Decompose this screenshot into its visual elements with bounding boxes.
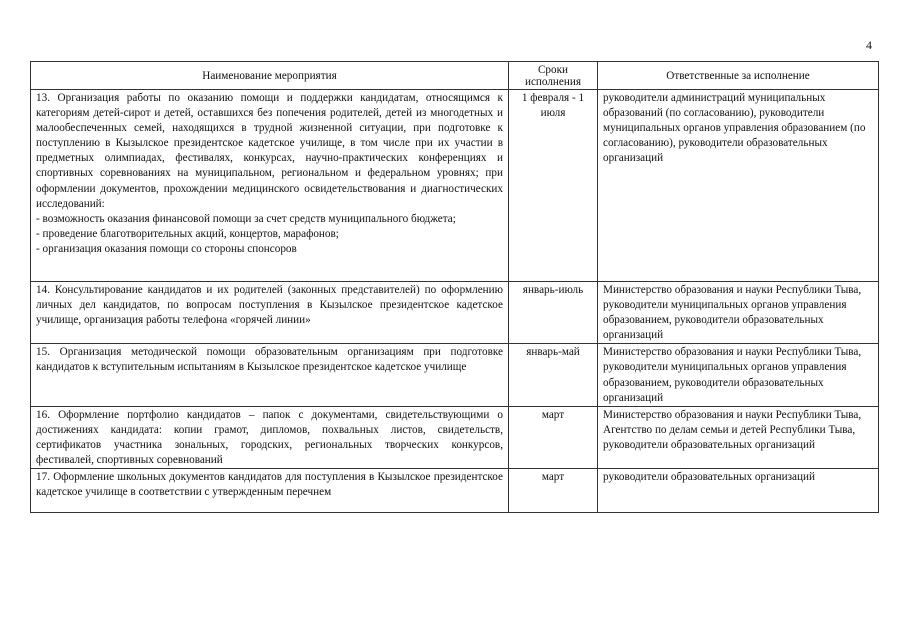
table-header-row xyxy=(31,62,879,90)
deadline-cell: январь-июль xyxy=(509,282,598,344)
table-row xyxy=(31,282,879,344)
table-row xyxy=(31,344,879,406)
event-name-cell: 14. Консультирование кандидатов и их родителей (законных представителей) по оформлению личных дел кандидатов, по вопросам поступления в Кызылское президентское кадетское училище, организация работы телефона «горячей линии» xyxy=(31,282,509,344)
header-event-name: Наименование мероприятия xyxy=(31,62,509,90)
responsible-cell: Министерство образования и науки Республики Тыва, руководители муниципальных органов управления образованием, руководители образовательных организаций xyxy=(598,344,879,406)
event-subitem: - проведение благотворительных акций, концертов, марафонов; xyxy=(36,227,339,240)
header-responsible: Ответственные за исполнение xyxy=(598,62,879,90)
event-name-cell: 15. Организация методической помощи образовательным организациям при подготовке кандидатов к вступительным испытаниям в Кызылское президентское кадетское училище xyxy=(31,344,509,406)
deadline-cell: 1 февраля - 1 июля xyxy=(509,90,598,282)
event-subitem: - возможность оказания финансовой помощи за счет средств муниципального бюджета; xyxy=(36,212,456,225)
page-number: 4 xyxy=(866,38,872,52)
responsible-cell: Министерство образования и науки Республики Тыва, Агентство по делам семьи и детей Республики Тыва, руководители образовательных организаций xyxy=(598,406,879,468)
table-row xyxy=(31,90,879,282)
header-deadline: Сроки исполнения xyxy=(509,62,598,90)
event-subitem: - организация оказания помощи со стороны спонсоров xyxy=(36,242,297,255)
responsible-cell: Министерство образования и науки Республики Тыва, руководители муниципальных органов управления образованием, руководители образовательных организаций xyxy=(598,282,879,344)
deadline-cell: март xyxy=(509,406,598,468)
deadline-cell: март xyxy=(509,469,598,513)
deadline-cell: январь-май xyxy=(509,344,598,406)
events-table xyxy=(30,61,879,513)
event-name-cell xyxy=(31,90,509,282)
event-name-cell: 16. Оформление портфолио кандидатов – папок с документами, свидетельствующими о достижениях кандидата: копии грамот, дипломов, похвальных листов, свидетельств, сертификатов участника зональных, городских, региональных творческих конкурсов, фестивалей, спортивных соревнований xyxy=(31,406,509,468)
event-name-cell: 17. Оформление школьных документов кандидатов для поступления в Кызылское президентское кадетское училище в соответствии с утвержденным перечнем xyxy=(31,469,509,513)
responsible-cell: руководители администраций муниципальных образований (по согласованию), руководители муниципальных органов управления образованием (по согласованию), руководители образовательных организаций xyxy=(598,90,879,282)
table-row xyxy=(31,406,879,468)
table-row xyxy=(31,469,879,513)
responsible-cell: руководители образовательных организаций xyxy=(598,469,879,513)
event-name-text: 13. Организация работы по оказанию помощи и поддержки кандидатам, относящимся к категориям детей-сирот и детей, оставшихся без попечения родителей, детей из многодетных и малообеспеченных семей, находящихся в трудной жизненной ситуации, при подготовке к поступлению в Кызылское президентское кадетское училище, в том числе при их участии в предметных олимпиадах, фестивалях, конкурсах, научно-практических конференциях и спортивных соревнованиях на муниципальном, региональном и федеральном уровнях; при оформлении документов, прохождении медицинского освидетельствования и диагностических исследований: xyxy=(36,92,503,210)
